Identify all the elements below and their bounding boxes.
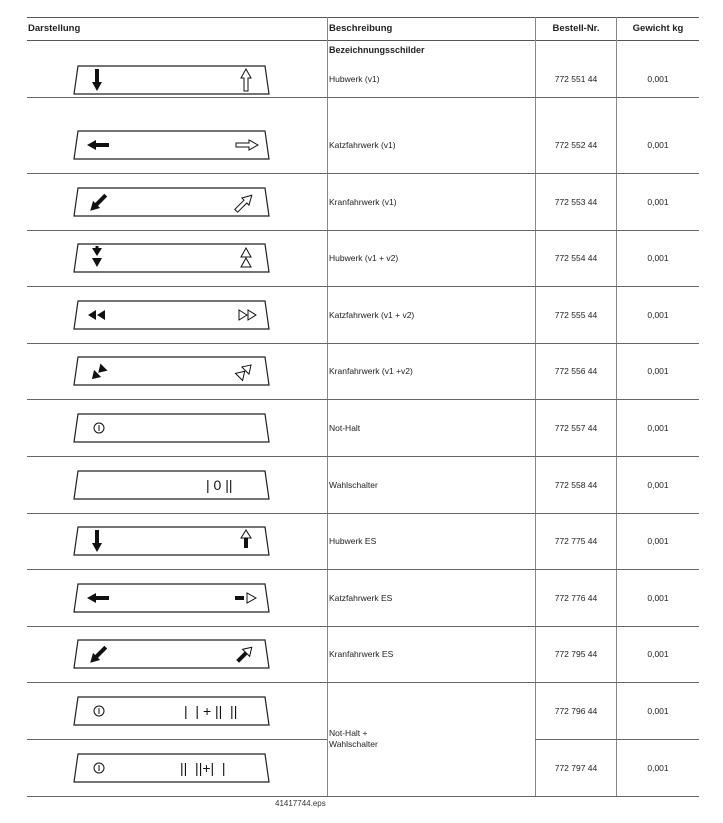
- row-order-no: 772 776 44: [554, 593, 598, 603]
- row-weight: 0,001: [647, 310, 669, 320]
- row-divider: [27, 343, 699, 344]
- label-plate-hoist-es-icon: [72, 525, 271, 557]
- row-order-no: 772 553 44: [554, 197, 598, 207]
- row-divider: [27, 626, 699, 627]
- row-divider: [27, 97, 699, 98]
- merged-description-line1: Not-Halt +: [329, 728, 368, 738]
- row-order-no: 772 775 44: [554, 536, 598, 546]
- row-order-no: 772 796 44: [554, 706, 598, 716]
- label-plate-hoist-v1v2-icon: [72, 242, 271, 274]
- row-description: Kranfahrwerk (v1 +v2): [329, 366, 413, 376]
- row-divider: [27, 173, 699, 174]
- header-weight: Gewicht kg: [632, 22, 684, 34]
- section-title: Bezeichnungsschilder: [329, 45, 425, 55]
- row-description: Wahlschalter: [329, 480, 378, 490]
- header-description: Beschreibung: [329, 22, 393, 34]
- col-divider-1: [327, 17, 328, 797]
- row-weight: 0,001: [647, 649, 669, 659]
- row-weight: 0,001: [647, 197, 669, 207]
- col-divider-2: [535, 17, 536, 797]
- label-plate-trolley-v1-icon: [72, 129, 271, 161]
- hoist-es-icon: [72, 525, 271, 557]
- label-plate-stop-selector-2-icon: [72, 752, 271, 784]
- row-description: Hubwerk (v1 + v2): [329, 253, 399, 263]
- row-weight: 0,001: [647, 253, 669, 263]
- row-description: Hubwerk (v1): [329, 74, 380, 84]
- row-description: Hubwerk ES: [329, 536, 377, 546]
- merged-description: [329, 728, 378, 750]
- crane-v1-icon: [72, 186, 271, 218]
- row-weight: 0,001: [647, 706, 669, 716]
- row-divider: [27, 286, 699, 287]
- header-display: Darstellung: [28, 22, 81, 34]
- row-divider: [27, 456, 699, 457]
- svg-text:| | + || ||: | | + || ||: [184, 703, 238, 719]
- row-order-no: 772 795 44: [554, 649, 598, 659]
- row-order-no: 772 554 44: [554, 253, 598, 263]
- svg-text:| 0 ||: | 0 ||: [206, 477, 233, 493]
- label-plate-stop-selector-1-icon: [72, 695, 271, 727]
- row-weight: 0,001: [647, 423, 669, 433]
- row-weight: 0,001: [647, 480, 669, 490]
- label-plate-crane-v1-icon: [72, 186, 271, 218]
- label-plate-trolley-v1v2-icon: [72, 299, 271, 331]
- label-plate-trolley-es-icon: [72, 582, 271, 614]
- row-weight: 0,001: [647, 593, 669, 603]
- row-order-no: 772 555 44: [554, 310, 598, 320]
- row-divider: [27, 739, 327, 740]
- stop-selector-2-icon: [72, 752, 271, 784]
- row-weight: 0,001: [647, 140, 669, 150]
- row-description: Not-Halt: [329, 423, 361, 433]
- row-order-no: 772 557 44: [554, 423, 598, 433]
- label-plate-emergency-stop-icon: [72, 412, 271, 444]
- row-divider: [27, 513, 699, 514]
- row-order-no: 772 552 44: [554, 140, 598, 150]
- row-weight: 0,001: [647, 763, 669, 773]
- row-description: Katzfahrwerk (v1): [329, 140, 396, 150]
- stop-selector-1-icon: [72, 695, 271, 727]
- row-order-no: 772 797 44: [554, 763, 598, 773]
- row-order-no: 772 556 44: [554, 366, 598, 376]
- row-description: Katzfahrwerk ES: [329, 593, 393, 603]
- row-weight: 0,001: [647, 536, 669, 546]
- hoist-v1v2-icon: [72, 242, 271, 274]
- figure-reference: 41417744.eps: [275, 799, 326, 808]
- header-order-no: Bestell-Nr.: [552, 22, 600, 34]
- row-divider: [27, 230, 699, 231]
- label-plate-crane-v1v2-icon: [72, 355, 271, 387]
- row-divider: [27, 399, 699, 400]
- emergency-stop-icon: [72, 412, 271, 444]
- row-description: Katzfahrwerk (v1 + v2): [329, 310, 415, 320]
- row-order-no: 772 558 44: [554, 480, 598, 490]
- col-divider-3: [616, 17, 617, 797]
- crane-v1v2-icon: [72, 355, 271, 387]
- svg-text:|| ||+| |: || ||+| |: [180, 760, 226, 776]
- row-weight: 0,001: [647, 74, 669, 84]
- header-bottom-rule: [27, 40, 699, 41]
- label-plate-selector-switch-icon: [72, 469, 271, 501]
- row-divider: [27, 569, 699, 570]
- header-top-rule: [27, 17, 699, 18]
- trolley-es-icon: [72, 582, 271, 614]
- row-weight: 0,001: [647, 366, 669, 376]
- row-order-no: 772 551 44: [554, 74, 598, 84]
- row-divider: [27, 796, 699, 797]
- label-plate-crane-es-icon: [72, 638, 271, 670]
- crane-es-icon: [72, 638, 271, 670]
- row-description: Kranfahrwerk (v1): [329, 197, 397, 207]
- hoist-v1-icon: [72, 64, 271, 96]
- trolley-v1-icon: [72, 129, 271, 161]
- row-description: Kranfahrwerk ES: [329, 649, 394, 659]
- label-plate-hoist-v1-icon: [72, 64, 271, 96]
- merged-description-line2: Wahlschalter: [329, 739, 378, 749]
- row-divider: [27, 682, 699, 683]
- selector-switch-icon: [72, 469, 271, 501]
- trolley-v1v2-icon: [72, 299, 271, 331]
- row-divider: [535, 739, 699, 740]
